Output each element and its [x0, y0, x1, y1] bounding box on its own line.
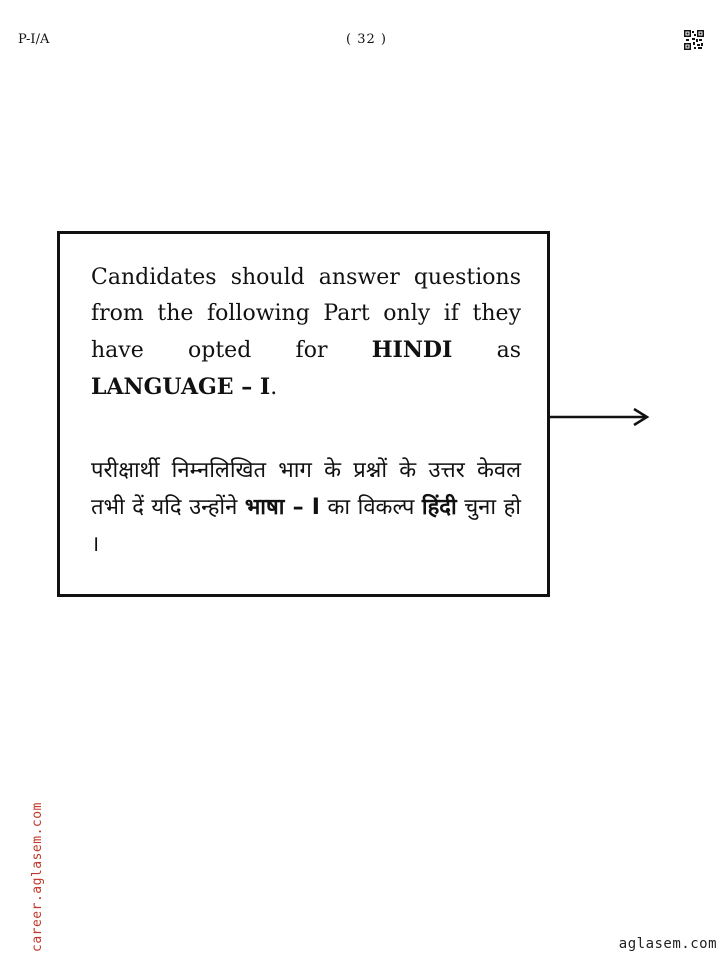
side-watermark: career.aglasem.com	[30, 802, 45, 952]
hindi-language-name: हिंदी	[421, 495, 457, 520]
right-arrow-icon	[550, 407, 654, 427]
hindi-text-part: चुना हो ।	[91, 495, 521, 557]
hindi-instruction	[91, 452, 521, 563]
hindi-text-part: परीक्षार्थी निम्नलिखित भाग के प्रश्नों के उत्तर केवल तभी दें यदि उन्होंने	[91, 458, 521, 520]
hindi-text-part: का विकल्प	[319, 495, 422, 520]
english-text-part: as	[452, 338, 521, 363]
instruction-box	[57, 231, 550, 597]
language-name-hindi: HINDI	[371, 337, 453, 363]
english-instruction	[91, 260, 521, 406]
qr-code-icon	[684, 30, 704, 50]
language-label: LANGUAGE – I	[91, 374, 271, 400]
english-text-part: Candidates should answer questions from the following Part only if they have opted for	[91, 265, 521, 363]
page-number: ( 32 )	[346, 32, 387, 47]
paper-code: P-I/A	[18, 32, 50, 47]
english-text-part: .	[270, 375, 278, 400]
footer-watermark: aglasem.com	[618, 936, 717, 952]
hindi-language-label: भाषा – I	[244, 495, 320, 520]
